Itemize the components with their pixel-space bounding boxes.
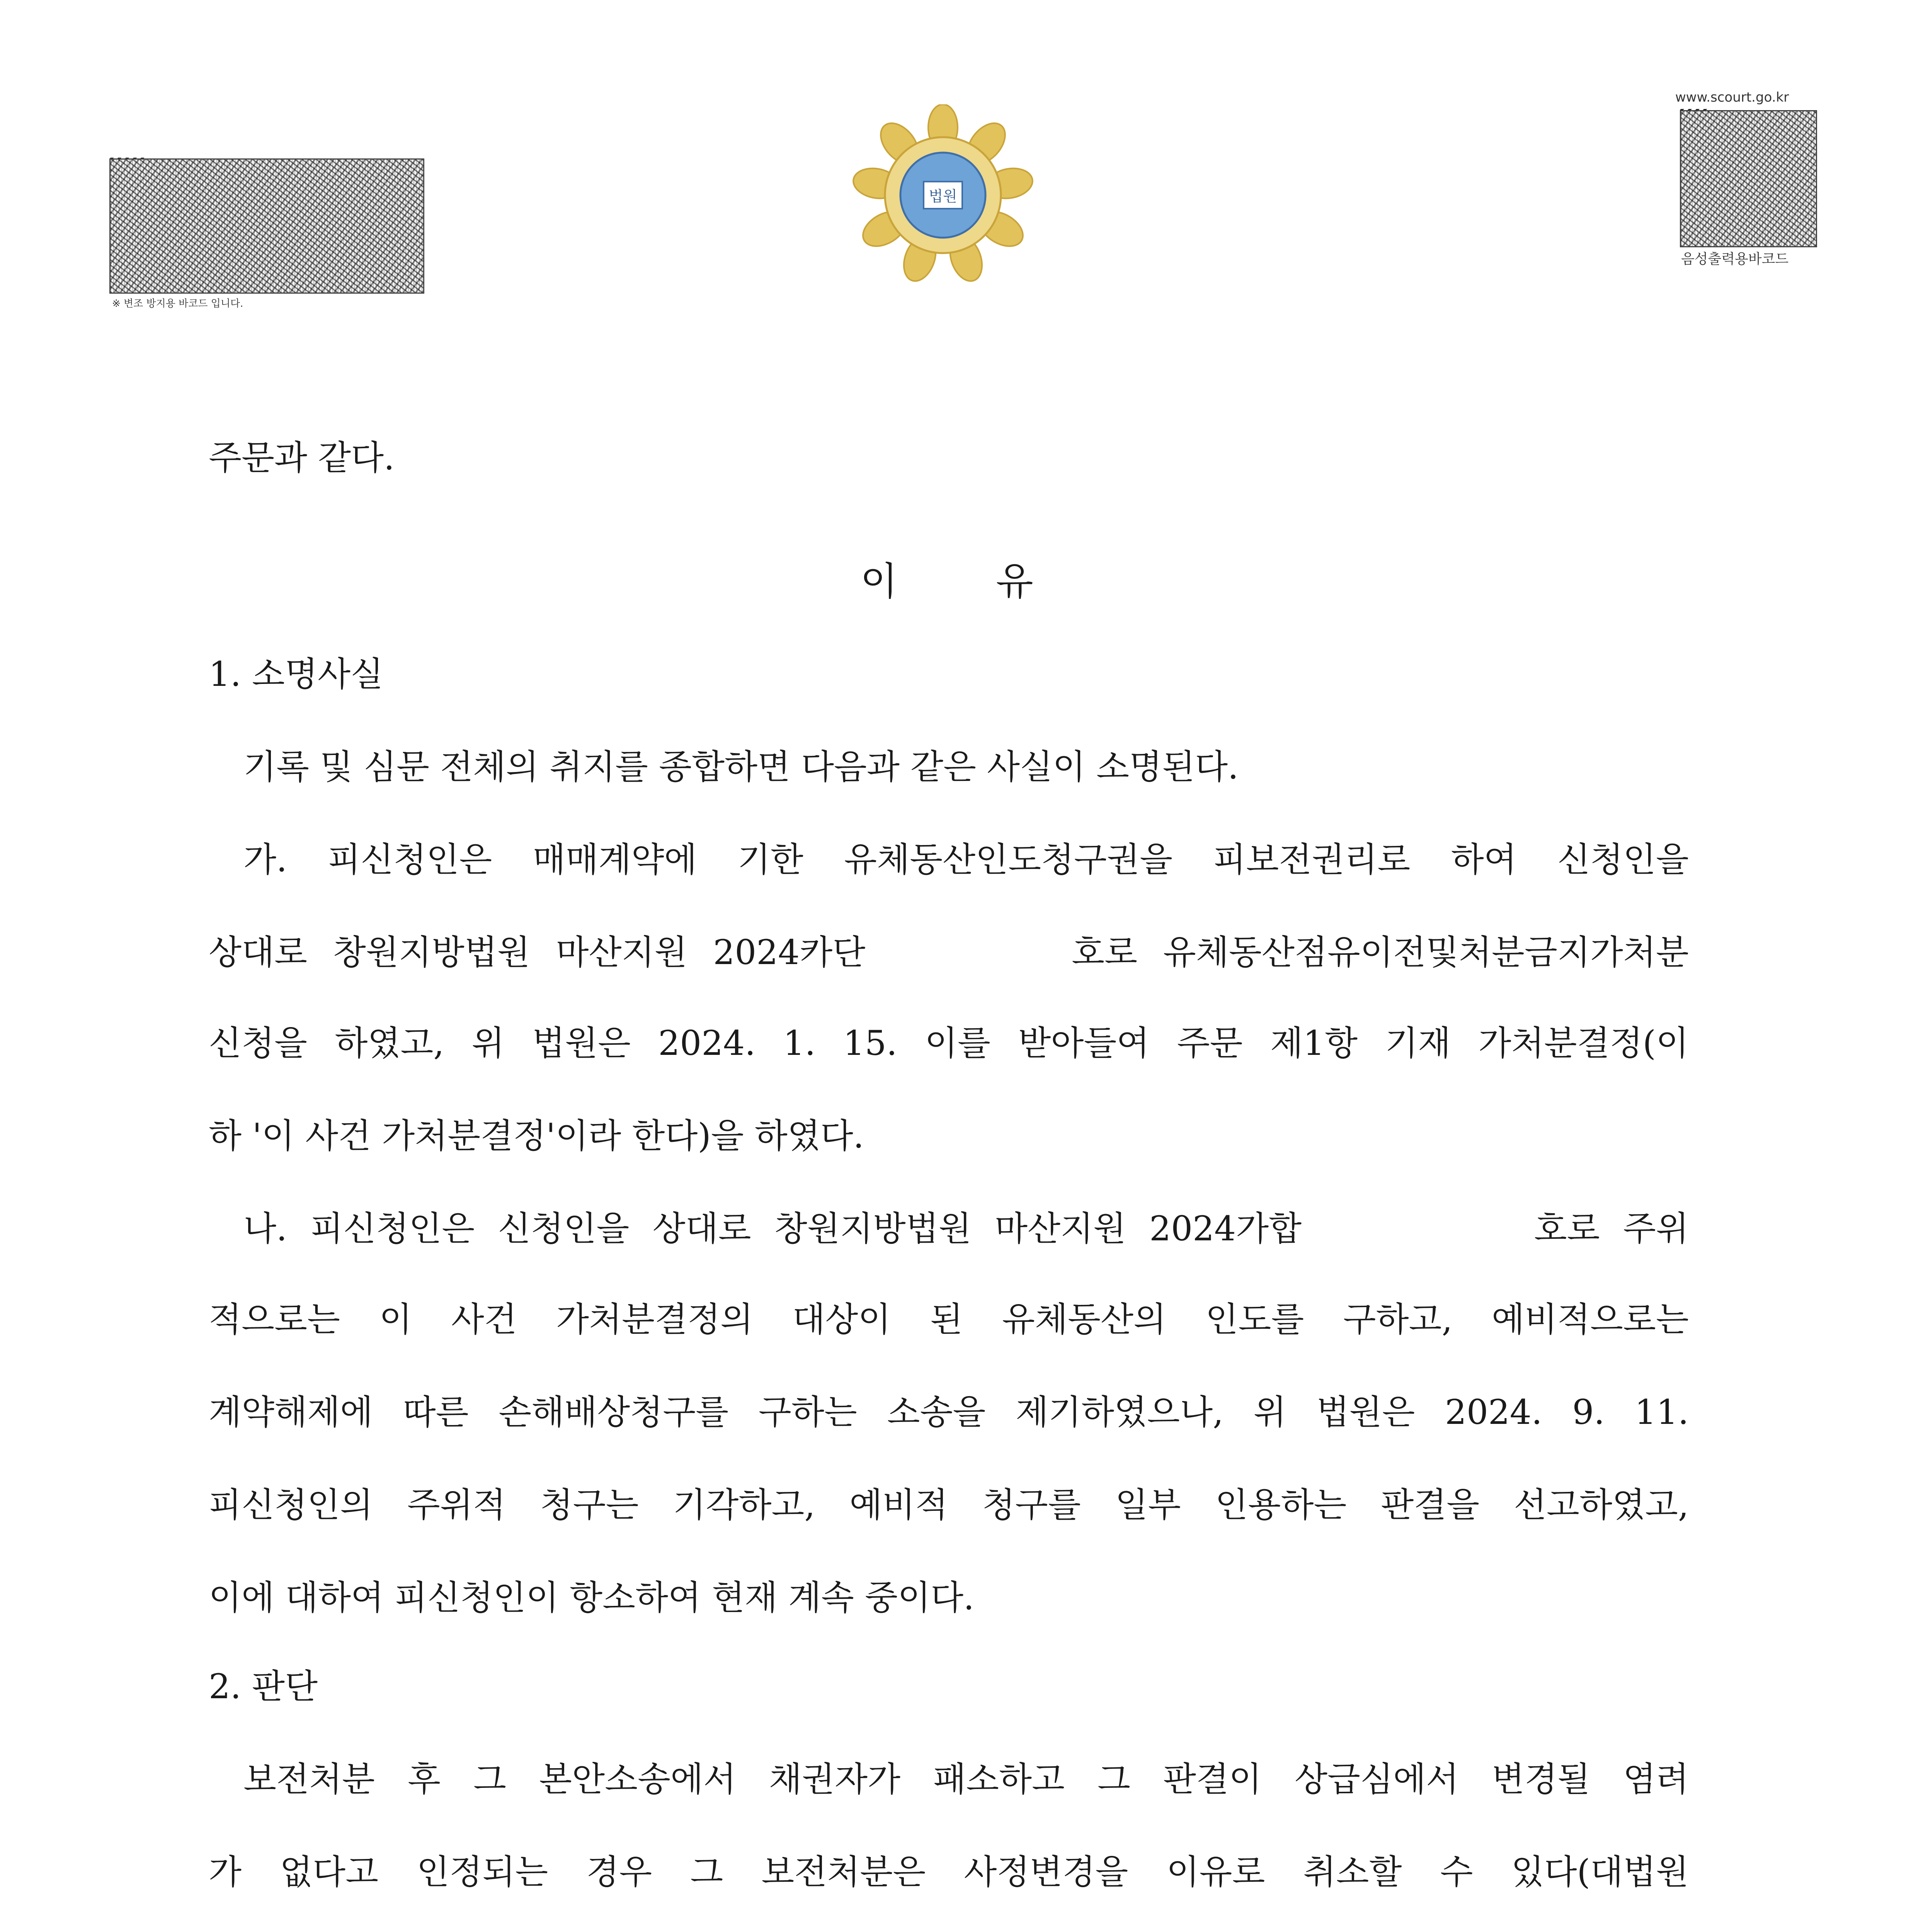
paragraph-line: 계약해제에 따른 손해배상청구를 구하는 소송을 제기하였으나, 위 법원은 2024. 9. 11.	[209, 1392, 1689, 1432]
paragraph-line: 신청을 하였고, 위 법원은 2024. 1. 15. 이를 받아들여 주문 제1항 기재 가처분결정(이	[209, 1023, 1689, 1063]
left-barcode-caption: ※ 변조 방지용 바코드 입니다.	[112, 298, 243, 310]
paragraph-line: 적으로는 이 사건 가처분결정의 대상이 된 유체동산의 인도를 구하고, 예비적으로는	[209, 1299, 1689, 1339]
section1-heading: 1. 소명사실	[209, 654, 383, 694]
anti-forgery-barcode[interactable]	[109, 158, 424, 294]
paragraph-line: 나. 피신청인은 신청인을 상대로 창원지방법원 마산지원 2024가합 호로 주위	[243, 1209, 1689, 1248]
intro-line: 주문과 같다.	[209, 438, 395, 478]
section2-heading: 2. 판단	[209, 1667, 318, 1706]
paragraph-line: 보전처분 후 그 본안소송에서 채권자가 패소하고 그 판결이 상급심에서 변경될 염려	[243, 1759, 1689, 1799]
paragraph-line: 가. 피신청인은 매매계약에 기한 유체동산인도청구권을 피보전권리로 하여 신청인을	[243, 840, 1689, 879]
right-barcode-caption: 음성출력용바코드	[1681, 251, 1789, 267]
voice-output-barcode[interactable]	[1680, 110, 1817, 247]
paragraph-line: 기록 및 심문 전체의 취지를 종합하면 다음과 같은 사실이 소명된다.	[243, 747, 1239, 787]
paragraph-line: 가 없다고 인정되는 경우 그 보전처분은 사정변경을 이유로 취소할 수 있다(대법원	[209, 1852, 1689, 1892]
paragraph-line: 상대로 창원지방법원 마산지원 2024카단 호로 유체동산점유이전및처분금지가처분	[209, 932, 1689, 972]
paragraph-line: 하 '이 사건 가처분결정'이라 한다)을 하였다.	[209, 1116, 864, 1156]
court-seal-label: 법원	[929, 188, 957, 205]
reason-title: 이 유	[860, 559, 1033, 604]
paragraph-line: 이에 대하여 피신청인이 항소하여 현재 계속 중이다.	[209, 1578, 974, 1617]
paragraph-line: 피신청인의 주위적 청구는 기각하고, 예비적 청구를 일부 인용하는 판결을 선고하였고,	[209, 1485, 1689, 1525]
scourt-url: www.scourt.go.kr	[1675, 90, 1789, 105]
